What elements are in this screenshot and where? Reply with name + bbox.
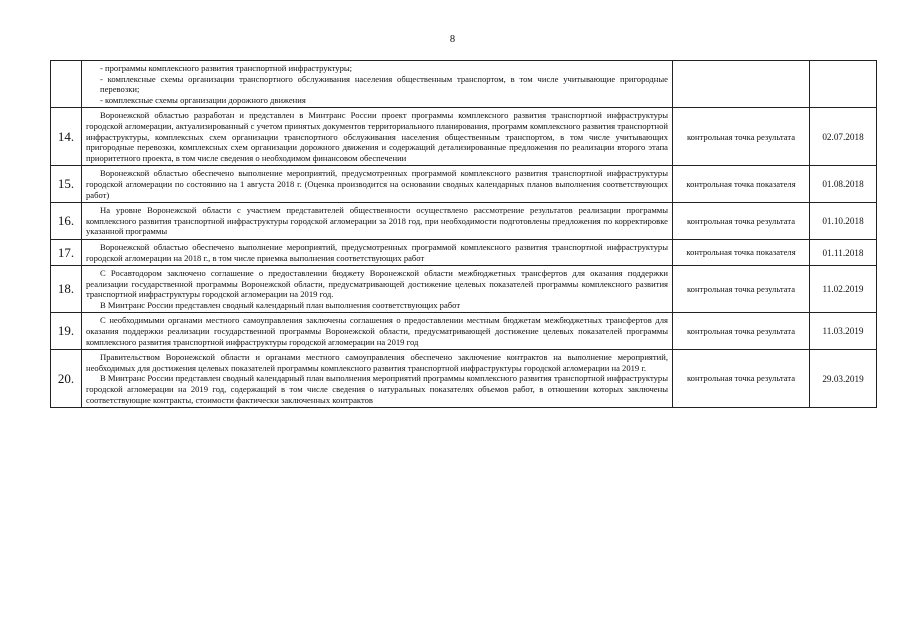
row-number: 17.: [51, 239, 82, 265]
row-description: Воронежской областью разработан и представлен в Минтранс России проект программы комплексного развития транспортной инфраструктуры городской агломерации, актуализированный с учетом принятых документов территориального планирования, программ комплексного развития транспортной инфраструктуры, комплексных схем организации транспортного обслуживания населения общественным транспортом, в том числе учитывающих пригородные перевозки, комплексных схем организации дорожного движения и содержащий детализированные предложения по реализации второго этапа приоритетного проекта, в том числе сведения о необходимом финансовом обеспечении: [82, 108, 673, 166]
table-row: [51, 350, 877, 408]
table-row-continuation: [51, 61, 877, 108]
row-checkpoint-type: контрольная точка результата: [673, 203, 810, 240]
row-date: 02.07.2018: [810, 108, 877, 166]
row-number: 15.: [51, 166, 82, 203]
row-number: 20.: [51, 350, 82, 408]
list-item: - программы комплексного развития транспортной инфраструктуры;: [100, 63, 353, 73]
row-description: На уровне Воронежской области с участием представителей общественности осуществлено рассмотрение результатов реализации программы комплексного развития транспортной инфраструктуры городской агломерации за 2018 год, при необходимости подготовлены предложения по корректировке указанной программы: [82, 203, 673, 240]
row-number: 19.: [51, 313, 82, 350]
list-item: - комплексные схемы организации дорожного движения: [100, 94, 306, 105]
row-date-cell: [810, 61, 877, 108]
row-description: Воронежской областью обеспечено выполнение мероприятий, предусмотренных программой комплексного развития транспортной инфраструктуры городской агломерации по состоянию на 1 августа 2018 г. (Оценка производится на основании сводных календарных планов выполнения соответствующих работ): [82, 166, 673, 203]
row-date: 11.03.2019: [810, 313, 877, 350]
table-row: [51, 108, 877, 166]
page-number: 8: [449, 34, 456, 45]
row-checkpoint-type: контрольная точка результата: [673, 108, 810, 166]
row-description-cell: [82, 61, 673, 108]
table-row: [51, 203, 877, 240]
row-description: С Росавтодором заключено соглашение о предоставлении бюджету Воронежской области межбюджетных трансфертов для оказания поддержки реализации государственной программы Воронежской области, предусматривающей достижение целевых показателей программы комплексного развития транспортной инфраструктуры городской агломерации на 2019 год. В Минтранс России представлен сводный календарный план выполнения соответствующих работ: [82, 266, 673, 313]
row-date: 11.02.2019: [810, 266, 877, 313]
row-checkpoint-type: контрольная точка показателя: [673, 239, 810, 265]
checkpoints-table: [50, 60, 877, 408]
table-row: [51, 166, 877, 203]
table-row: [51, 266, 877, 313]
row-description: С необходимыми органами местного самоуправления заключены соглашения о предоставлении местным бюджетам межбюджетных трансфертов для оказания поддержки реализации государственной программы Воронежской области, предусматривающей достижение целевых показателей программы комплексного развития транспортной инфраструктуры городской агломерации на 2019 год: [82, 313, 673, 350]
row-checkpoint-type: контрольная точка результата: [673, 313, 810, 350]
row-number: 14.: [51, 108, 82, 166]
row-type-cell: [673, 61, 810, 108]
row-date: 29.03.2019: [810, 350, 877, 408]
row-number: 16.: [51, 203, 82, 240]
row-date: 01.10.2018: [810, 203, 877, 240]
row-checkpoint-type: контрольная точка результата: [673, 350, 810, 408]
row-date: 01.11.2018: [810, 239, 877, 265]
list-item: - комплексные схемы организации транспортного обслуживания населения общественным транспортом, в том числе учитывающие пригородные перевозки;: [100, 73, 668, 95]
row-checkpoint-type: контрольная точка показателя: [673, 166, 810, 203]
table-row: [51, 239, 877, 265]
row-description: Воронежской областью обеспечено выполнение мероприятий, предусмотренных программой комплексного развития транспортной инфраструктуры городской агломерации на 2018 г., в том числе приемка выполнения соответствующих работ: [82, 239, 673, 265]
row-number-cell: [51, 61, 82, 108]
row-date: 01.08.2018: [810, 166, 877, 203]
table-row: [51, 313, 877, 350]
row-description: Правительством Воронежской области и органами местного самоуправления обеспечено заключение контрактов на выполнение мероприятий, необходимых для достижения целевых показателей программы комплексного развития транспортной инфраструктуры городской агломерации на 2019 г. В Минтранс России представлен сводный календарный план выполнения мероприятий программы комплексного развития транспортной инфраструктуры городской агломерации на 2019 год, содержащий в том числе сведения о натуральных показателях объемов работ, в отношении которых заключены соответствующие контракты, стоимости фактически заключенных контрактов: [82, 350, 673, 408]
row-checkpoint-type: контрольная точка результата: [673, 266, 810, 313]
row-number: 18.: [51, 266, 82, 313]
